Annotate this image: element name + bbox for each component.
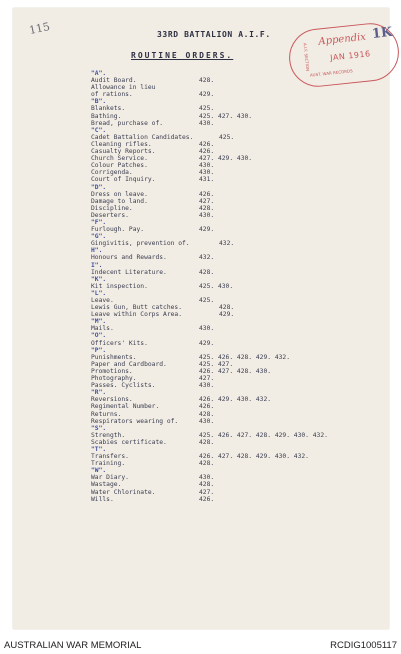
entry-term: Furlough. Pay. <box>91 226 145 234</box>
entry-order-refs: 428. <box>199 460 215 468</box>
entry-term: Wastage. <box>91 481 122 489</box>
entry-term: Deserters. <box>91 211 129 219</box>
section-letter-row <box>91 127 391 134</box>
entry-order-refs: 428. <box>199 204 215 212</box>
section-letter: H". <box>91 247 103 255</box>
section-letter: "C". <box>91 126 107 134</box>
entry-order-refs: 430. <box>199 474 215 482</box>
entry-order-refs: 430. <box>199 119 215 127</box>
index-entry-row <box>91 340 391 347</box>
section-letter: "L". <box>91 289 107 297</box>
index-entry-row <box>91 432 391 439</box>
index-entry-row <box>91 105 391 112</box>
entry-term: Regimental Number. <box>91 403 160 411</box>
entry-term: Punishments. <box>91 353 137 361</box>
entry-order-refs: 430. <box>199 417 215 425</box>
entry-term: Leave within Corps Area. <box>91 311 182 319</box>
entry-term: Allowance in lieu <box>91 84 156 92</box>
record-id: RCDIG1005117 <box>330 640 397 651</box>
entry-order-refs: 430. <box>199 325 215 333</box>
entry-order-refs: 430. <box>199 162 215 170</box>
entry-term: Wills. <box>91 495 114 503</box>
index-entry-row <box>91 198 391 205</box>
index-entry-row <box>91 361 391 368</box>
index-entry-row <box>91 325 391 332</box>
entry-order-refs: 429. <box>199 339 215 347</box>
entry-order-refs: 426. <box>199 495 215 503</box>
index-entry-row <box>91 205 391 212</box>
section-letter: "M". <box>91 318 107 326</box>
entry-order-refs: 426. 427. 428. 430. <box>199 367 272 375</box>
entry-order-refs: 426. 427. 428. 429. 430. 432. <box>199 453 309 461</box>
index-entry-row <box>91 453 391 460</box>
entry-order-refs: 425. 426. 427. 428. 429. 430. 432. <box>199 431 328 439</box>
index-entry-row <box>91 254 391 261</box>
index-entry-row <box>91 84 391 91</box>
entry-term: Leave. <box>91 297 114 304</box>
stamp-bottom-text: AUST. WAR RECORDS <box>309 68 353 78</box>
entry-order-refs: 429. <box>219 311 235 319</box>
section-letter: "D". <box>91 183 107 191</box>
entry-order-refs: 426. <box>199 190 215 198</box>
index-entry-row <box>91 418 391 425</box>
section-letter-row <box>91 184 391 191</box>
index-entry-row <box>91 91 391 98</box>
section-letter-row <box>91 262 391 269</box>
entry-term: Dress on leave. <box>91 190 148 198</box>
entry-order-refs: 426. <box>199 403 215 411</box>
section-letter-row <box>91 290 391 297</box>
index-entry-row <box>91 474 391 481</box>
entry-term: Casualty Reports. <box>91 148 156 156</box>
entry-order-refs: 430. <box>199 169 215 177</box>
section-letter-row <box>91 233 391 240</box>
index-entry-row <box>91 375 391 382</box>
section-letter-row <box>91 219 391 226</box>
entry-order-refs: 432. <box>199 254 215 262</box>
entry-term: Discipline. <box>91 204 133 212</box>
entry-term: Water Chlorinate. <box>91 488 156 496</box>
document-title: ROUTINE ORDERS. <box>131 51 234 60</box>
entry-order-refs: 428. <box>199 410 215 418</box>
entry-order-refs: 428. <box>199 268 215 276</box>
index-entry-row <box>91 212 391 219</box>
entry-order-refs: 428. <box>199 438 215 446</box>
entry-order-refs: 430. <box>199 211 215 219</box>
entry-term: War Diary. <box>91 474 129 482</box>
section-letter-row <box>91 446 391 453</box>
section-letter: "R". <box>91 389 107 397</box>
entry-term: Scabies certificate. <box>91 438 167 446</box>
index-entry-row <box>91 411 391 418</box>
folio-number: 115 <box>27 19 52 38</box>
section-letter-row <box>91 247 391 254</box>
index-entry-row <box>91 240 391 247</box>
entry-term: Cleaning rifles. <box>91 140 152 148</box>
entry-order-refs: 432. <box>219 240 235 248</box>
entry-term: Passes. Cyclists. <box>91 382 156 390</box>
index-entry-row <box>91 311 391 318</box>
entry-term: Colour Patches. <box>91 162 148 170</box>
index-entries <box>91 70 391 503</box>
entry-term: Strength. <box>91 431 126 439</box>
index-entry-row <box>91 141 391 148</box>
stamp-number: 1K <box>371 24 394 42</box>
entry-term: Blankets. <box>91 105 126 113</box>
entry-order-refs: 425. 427. <box>199 360 234 368</box>
entry-term: Corrigenda. <box>91 169 133 177</box>
entry-order-refs: 427. <box>199 375 215 383</box>
index-entry-row <box>91 226 391 233</box>
entry-order-refs: 427. 429. 430. <box>199 155 253 163</box>
entry-term: Bathing. <box>91 112 122 120</box>
index-entry-row <box>91 283 391 290</box>
index-entry-row <box>91 269 391 276</box>
entry-term: Audit Board. <box>91 77 137 85</box>
entry-term: Kit inspection. <box>91 282 148 290</box>
section-letter: "W". <box>91 467 107 475</box>
section-letter-row <box>91 70 391 77</box>
section-letter-row <box>91 332 391 339</box>
index-entry-row <box>91 134 391 141</box>
index-entry-row <box>91 396 391 403</box>
entry-term: Bread, purchase of. <box>91 119 164 127</box>
index-entry-row <box>91 481 391 488</box>
entry-order-refs: 431. <box>199 176 215 184</box>
entry-term: Mails. <box>91 325 114 333</box>
index-entry-row <box>91 354 391 361</box>
index-entry-row <box>91 382 391 389</box>
entry-term: Promotions. <box>91 367 133 375</box>
index-entry-row <box>91 176 391 183</box>
index-entry-row <box>91 77 391 84</box>
entry-order-refs: 428. <box>219 304 235 312</box>
index-entry-row <box>91 155 391 162</box>
entry-order-refs: 428. <box>199 481 215 489</box>
entry-order-refs: 425. 427. 430. <box>199 112 253 120</box>
section-letter-row <box>91 276 391 283</box>
section-letter: "T". <box>91 445 107 453</box>
entry-order-refs: 425. 430. <box>199 282 234 290</box>
section-letter: "K". <box>91 275 107 283</box>
entry-order-refs: 427. <box>199 488 215 496</box>
entry-term: Reversions. <box>91 396 133 404</box>
entry-term: Lewis Gun, Butt catches. <box>91 304 182 312</box>
entry-term: Honours and Rewards. <box>91 254 167 262</box>
entry-term: Paper and Cardboard. <box>91 360 167 368</box>
section-letter: "P". <box>91 346 107 354</box>
stamp-arc-text: A.I.F. SECTION <box>302 42 311 72</box>
entry-order-refs: 426. <box>199 140 215 148</box>
section-letter: "B". <box>91 98 107 106</box>
index-entry-row <box>91 191 391 198</box>
entry-order-refs: 426. <box>199 148 215 156</box>
entry-order-refs: 425. <box>219 133 235 141</box>
section-letter: I". <box>91 261 103 269</box>
index-entry-row <box>91 460 391 467</box>
index-entry-row <box>91 439 391 446</box>
section-letter: "A". <box>91 70 107 77</box>
battalion-heading: 33RD BATTALION A.I.F. <box>157 30 271 39</box>
entry-term: Training. <box>91 460 126 468</box>
index-entry-row <box>91 113 391 120</box>
entry-term: of rations. <box>91 91 133 99</box>
section-letter-row <box>91 318 391 325</box>
index-entry-row <box>91 489 391 496</box>
section-letter-row <box>91 389 391 396</box>
entry-term: Returns. <box>91 410 122 418</box>
index-entry-row <box>91 162 391 169</box>
entry-order-refs: 427. <box>199 197 215 205</box>
section-letter-row <box>91 425 391 432</box>
archive-credit: AUSTRALIAN WAR MEMORIAL <box>4 640 142 651</box>
entry-order-refs: 425. <box>199 297 215 304</box>
entry-term: Photography. <box>91 375 137 383</box>
section-letter: "F". <box>91 218 107 226</box>
entry-term: Church Service. <box>91 155 148 163</box>
document-page <box>13 8 394 629</box>
section-letter: "O". <box>91 332 107 340</box>
section-letter-row <box>91 467 391 474</box>
section-letter-row <box>91 347 391 354</box>
section-letter: "S". <box>91 424 107 432</box>
section-letter-row <box>91 98 391 105</box>
index-entry-row <box>91 403 391 410</box>
entry-order-refs: 425. <box>199 105 215 113</box>
index-entry-row <box>91 304 391 311</box>
entry-term: Officers' Kits. <box>91 339 148 347</box>
stamp-word: Appendix <box>317 31 367 48</box>
entry-term: Damage to land. <box>91 197 148 205</box>
section-letter: "G". <box>91 233 107 241</box>
entry-order-refs: 430. <box>199 382 215 390</box>
entry-term: Transfers. <box>91 453 129 461</box>
index-entry-row <box>91 169 391 176</box>
entry-term: Respirators wearing of. <box>91 417 179 425</box>
stamp-date: JAN 1916 <box>329 49 372 63</box>
index-entry-row <box>91 148 391 155</box>
entry-term: Indecent Literature. <box>91 268 167 276</box>
index-entry-row <box>91 496 391 503</box>
entry-order-refs: 425. 426. 428. 429. 432. <box>199 353 290 361</box>
index-entry-row <box>91 120 391 127</box>
index-entry-row <box>91 297 391 304</box>
entry-order-refs: 429. <box>199 226 215 234</box>
entry-term: Cadet Battalion Candidates. <box>91 133 194 141</box>
entry-order-refs: 426. 429. 430. 432. <box>199 396 272 404</box>
entry-term: Gingivitis, prevention of. <box>91 240 190 248</box>
index-entry-row <box>91 368 391 375</box>
entry-order-refs: 428. <box>199 77 215 85</box>
entry-term: Court of Inquiry. <box>91 176 156 184</box>
entry-order-refs: 429. <box>199 91 215 99</box>
